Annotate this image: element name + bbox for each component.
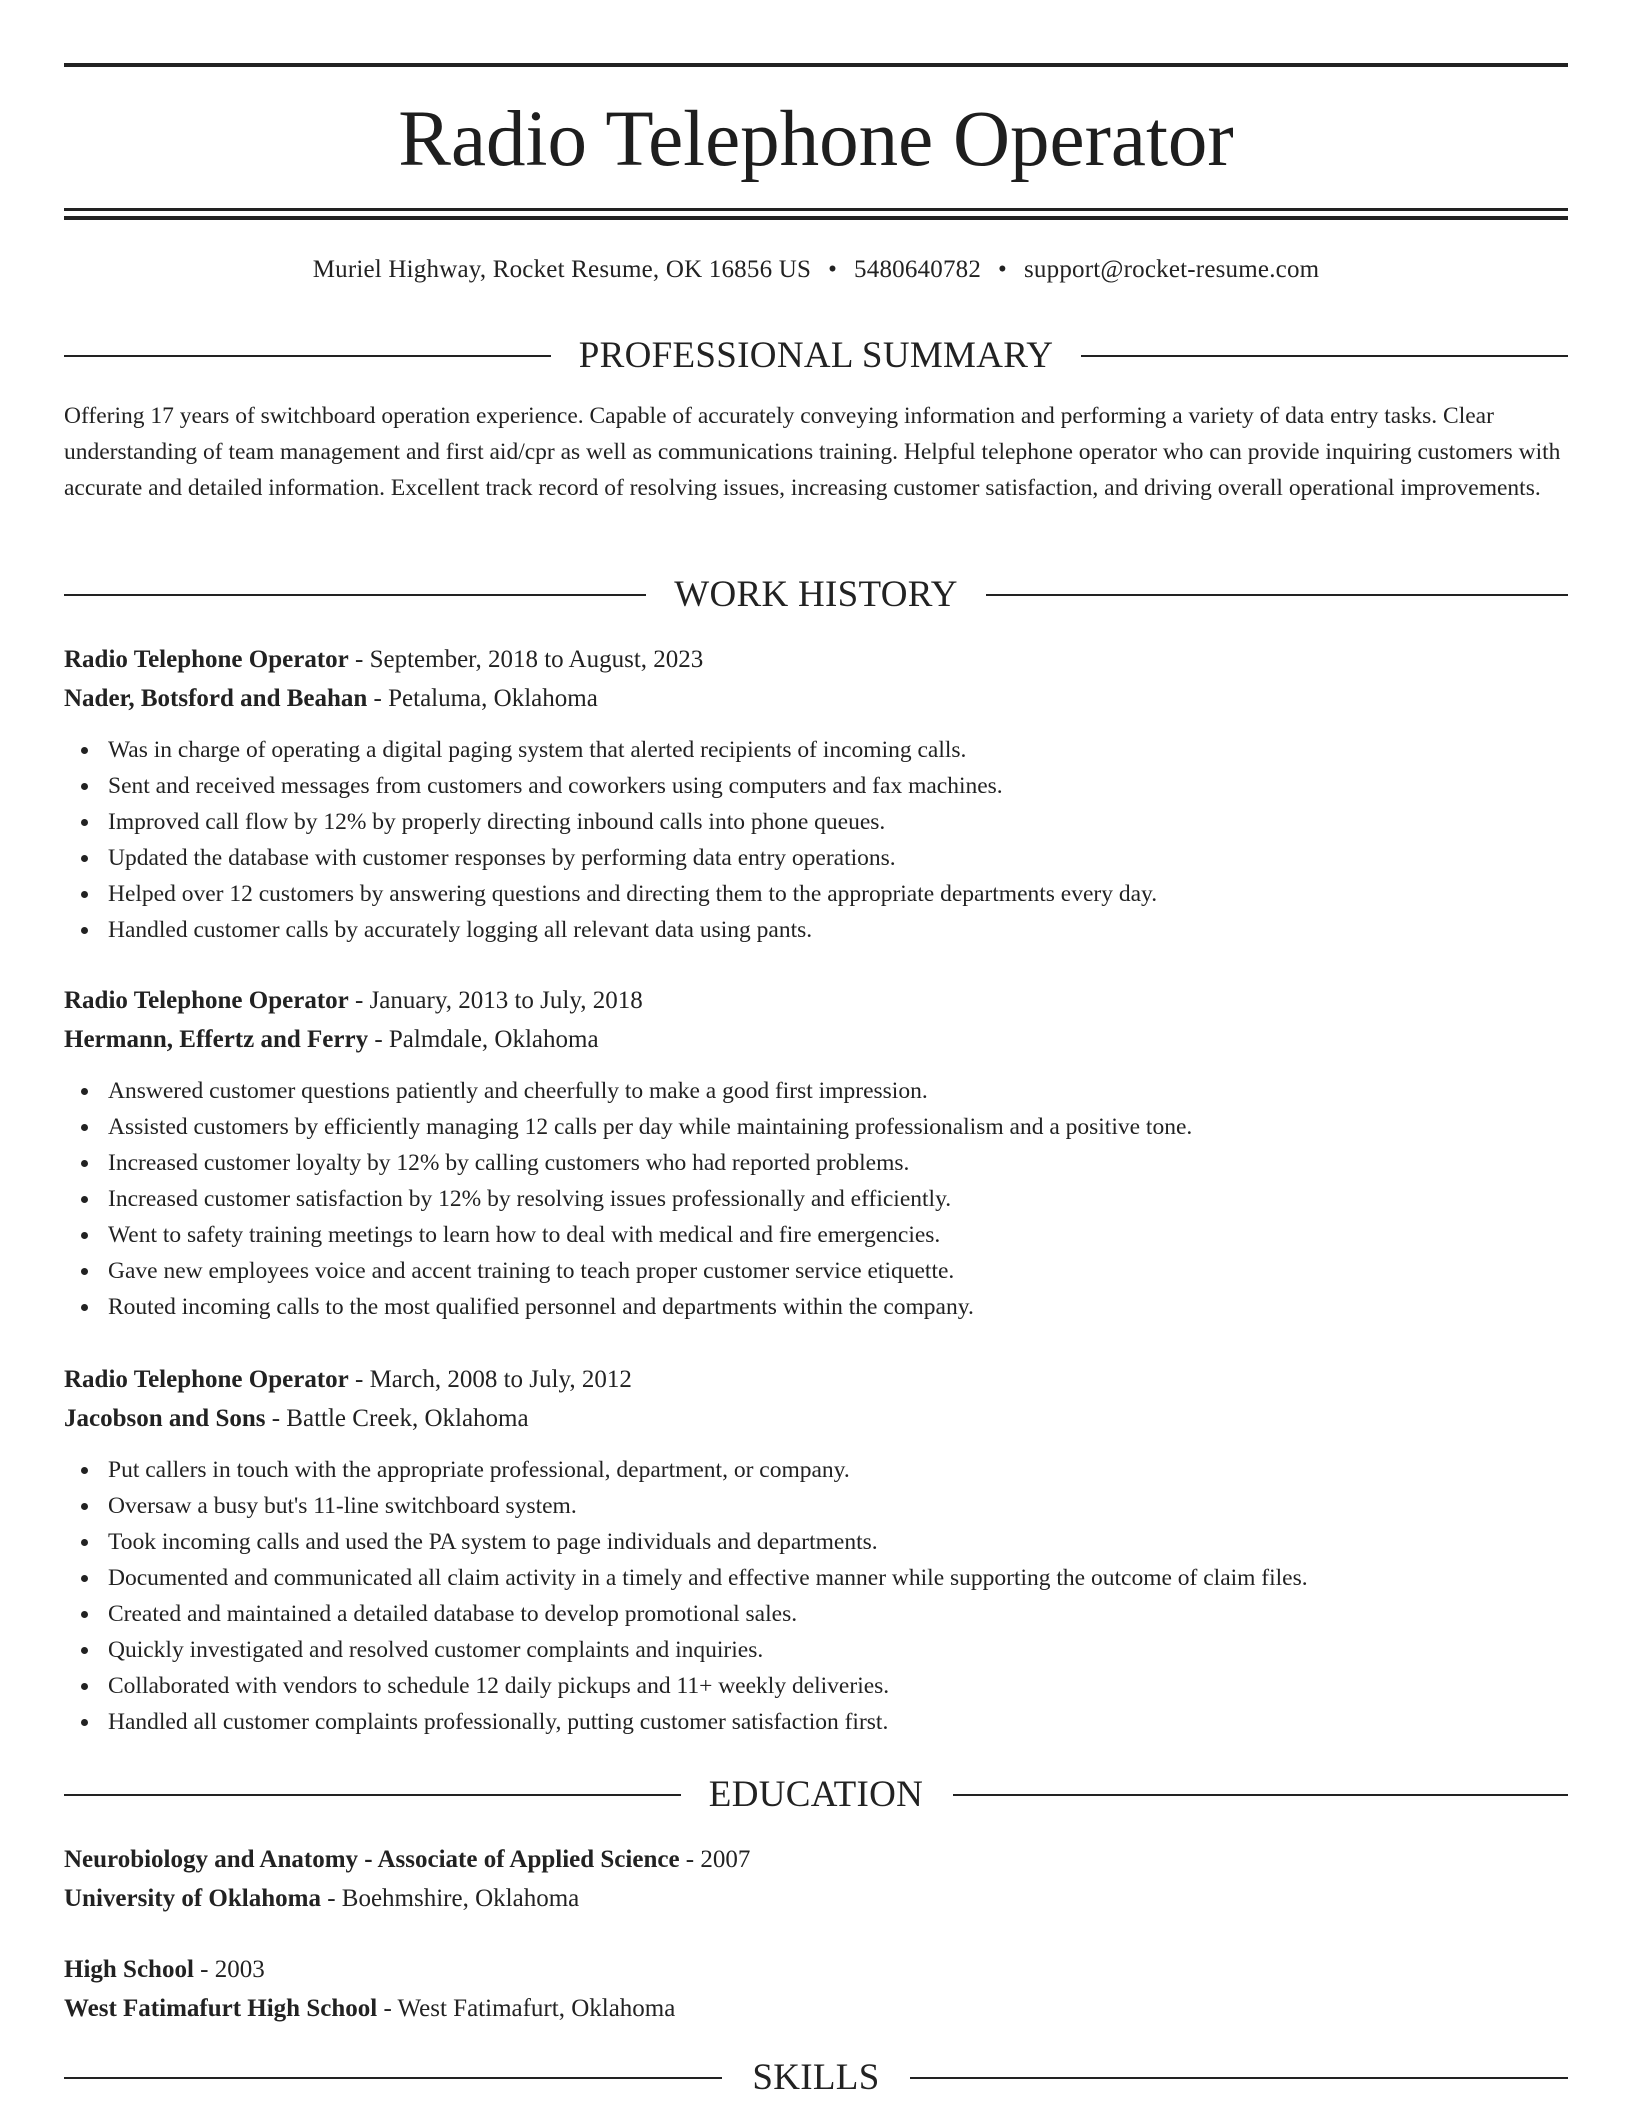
contact-separator: • xyxy=(998,256,1007,283)
title-bottom-rule xyxy=(64,208,1568,211)
education-degree-line xyxy=(64,1840,1568,1879)
job-entry xyxy=(64,1360,1568,1740)
job-entry xyxy=(64,981,1568,1325)
section-heading-education xyxy=(64,1773,1568,1817)
job-title: Radio Telephone Operator xyxy=(64,987,349,1014)
education-entry xyxy=(64,1950,1568,2028)
list-item: Collaborated with vendors to schedule 12 daily pickups and 11+ weekly deliveries. xyxy=(108,1668,1568,1704)
list-item: Gave new employees voice and accent training to teach proper customer service etiquette. xyxy=(108,1253,1568,1289)
education-degree: Neurobiology and Anatomy - Associate of Applied Science xyxy=(64,1846,680,1873)
section-title: PROFESSIONAL SUMMARY xyxy=(578,335,1054,376)
education-location: - Boehmshire, Oklahoma xyxy=(320,1885,580,1912)
list-item: Updated the database with customer responses by performing data entry operations. xyxy=(108,840,1568,876)
list-item: Took incoming calls and used the PA system to page individuals and departments. xyxy=(108,1524,1568,1560)
heading-rule xyxy=(910,2077,1568,2079)
title-bottom-rule-thick xyxy=(64,216,1568,220)
heading-rule xyxy=(953,1794,1568,1796)
job-company-line xyxy=(64,679,1568,718)
section-heading-work xyxy=(64,573,1568,617)
education-school: West Fatimafurt High School xyxy=(64,1995,378,2022)
section-title: WORK HISTORY xyxy=(674,574,958,615)
contact-phone: 5480640782 xyxy=(854,256,982,283)
list-item: Routed incoming calls to the most qualified personnel and departments within the company. xyxy=(108,1289,1568,1325)
job-title-line xyxy=(64,1360,1568,1399)
job-bullets xyxy=(64,1452,1568,1740)
education-location: - West Fatimafurt, Oklahoma xyxy=(377,1995,676,2022)
education-year: - 2003 xyxy=(193,1956,265,1983)
list-item: Assisted customers by efficiently managing 12 calls per day while maintaining professionalism and a positive tone. xyxy=(108,1109,1568,1145)
job-company: Hermann, Effertz and Ferry xyxy=(64,1026,369,1053)
contact-line xyxy=(64,252,1568,288)
education-year: - 2007 xyxy=(679,1846,751,1873)
title-top-rule xyxy=(64,63,1568,67)
job-title: Radio Telephone Operator xyxy=(64,1366,349,1393)
list-item: Documented and communicated all claim activity in a timely and effective manner while supporting the outcome of claim files. xyxy=(108,1560,1568,1596)
job-bullets xyxy=(64,732,1568,948)
job-entry xyxy=(64,640,1568,948)
job-bullets xyxy=(64,1073,1568,1325)
education-degree: High School xyxy=(64,1956,194,1983)
job-location: - Battle Creek, Oklahoma xyxy=(265,1405,529,1432)
job-company-line xyxy=(64,1399,1568,1438)
list-item: Helped over 12 customers by answering questions and directing them to the appropriate departments every day. xyxy=(108,876,1568,912)
education-school-line xyxy=(64,1989,1568,2028)
job-dates: - March, 2008 to July, 2012 xyxy=(348,1366,632,1393)
list-item: Quickly investigated and resolved customer complaints and inquiries. xyxy=(108,1632,1568,1668)
job-dates: - September, 2018 to August, 2023 xyxy=(348,646,704,673)
list-item: Handled all customer complaints professionally, putting customer satisfaction first. xyxy=(108,1704,1568,1740)
job-location: - Petaluma, Oklahoma xyxy=(367,685,598,712)
job-company-line xyxy=(64,1020,1568,1059)
job-location: - Palmdale, Oklahoma xyxy=(368,1026,599,1053)
job-title: Radio Telephone Operator xyxy=(64,646,349,673)
list-item: Handled customer calls by accurately logging all relevant data using pants. xyxy=(108,912,1568,948)
contact-email[interactable]: support@rocket-resume.com xyxy=(1024,256,1320,283)
section-title: SKILLS xyxy=(752,2057,880,2098)
job-company: Jacobson and Sons xyxy=(64,1405,266,1432)
education-school: University of Oklahoma xyxy=(64,1885,321,1912)
list-item: Put callers in touch with the appropriate professional, department, or company. xyxy=(108,1452,1568,1488)
heading-rule xyxy=(986,594,1568,596)
contact-separator: • xyxy=(828,256,838,283)
list-item: Went to safety training meetings to learn how to deal with medical and fire emergencies. xyxy=(108,1217,1568,1253)
section-title: EDUCATION xyxy=(708,1774,924,1815)
contact-address: Muriel Highway, Rocket Resume, OK 16856 US xyxy=(312,256,812,283)
list-item: Improved call flow by 12% by properly directing inbound calls into phone queues. xyxy=(108,804,1568,840)
heading-rule xyxy=(1081,355,1568,357)
education-school-line xyxy=(64,1879,1568,1918)
job-company: Nader, Botsford and Beahan xyxy=(64,685,368,712)
list-item: Oversaw a busy but's 11-line switchboard system. xyxy=(108,1488,1568,1524)
job-title-line xyxy=(64,981,1568,1020)
education-degree-line xyxy=(64,1950,1568,1989)
education-entry xyxy=(64,1840,1568,1918)
list-item: Increased customer satisfaction by 12% by resolving issues professionally and efficiently. xyxy=(108,1181,1568,1217)
list-item: Was in charge of operating a digital paging system that alerted recipients of incoming calls. xyxy=(108,732,1568,768)
summary-paragraph: Offering 17 years of switchboard operation experience. Capable of accurately conveying information and performing a variety of data entry tasks. Clear understanding of team management and first aid/cpr as well as communications training. Helpful telephone operator who can provide inquiring customers with accurate and detailed information. Excellent track record of resolving issues, increasing customer satisfaction, and driving overall operational improvements. xyxy=(64,403,1561,501)
job-dates: - January, 2013 to July, 2018 xyxy=(348,987,643,1014)
document-title: Radio Telephone Operator xyxy=(398,96,1234,183)
job-title-line xyxy=(64,640,1568,679)
section-heading-skills xyxy=(64,2056,1568,2100)
list-item: Increased customer loyalty by 12% by calling customers who had reported problems. xyxy=(108,1145,1568,1181)
list-item: Sent and received messages from customers and coworkers using computers and fax machines. xyxy=(108,768,1568,804)
list-item: Answered customer questions patiently and cheerfully to make a good first impression. xyxy=(108,1073,1568,1109)
list-item: Created and maintained a detailed database to develop promotional sales. xyxy=(108,1596,1568,1632)
section-heading-summary xyxy=(64,334,1568,378)
